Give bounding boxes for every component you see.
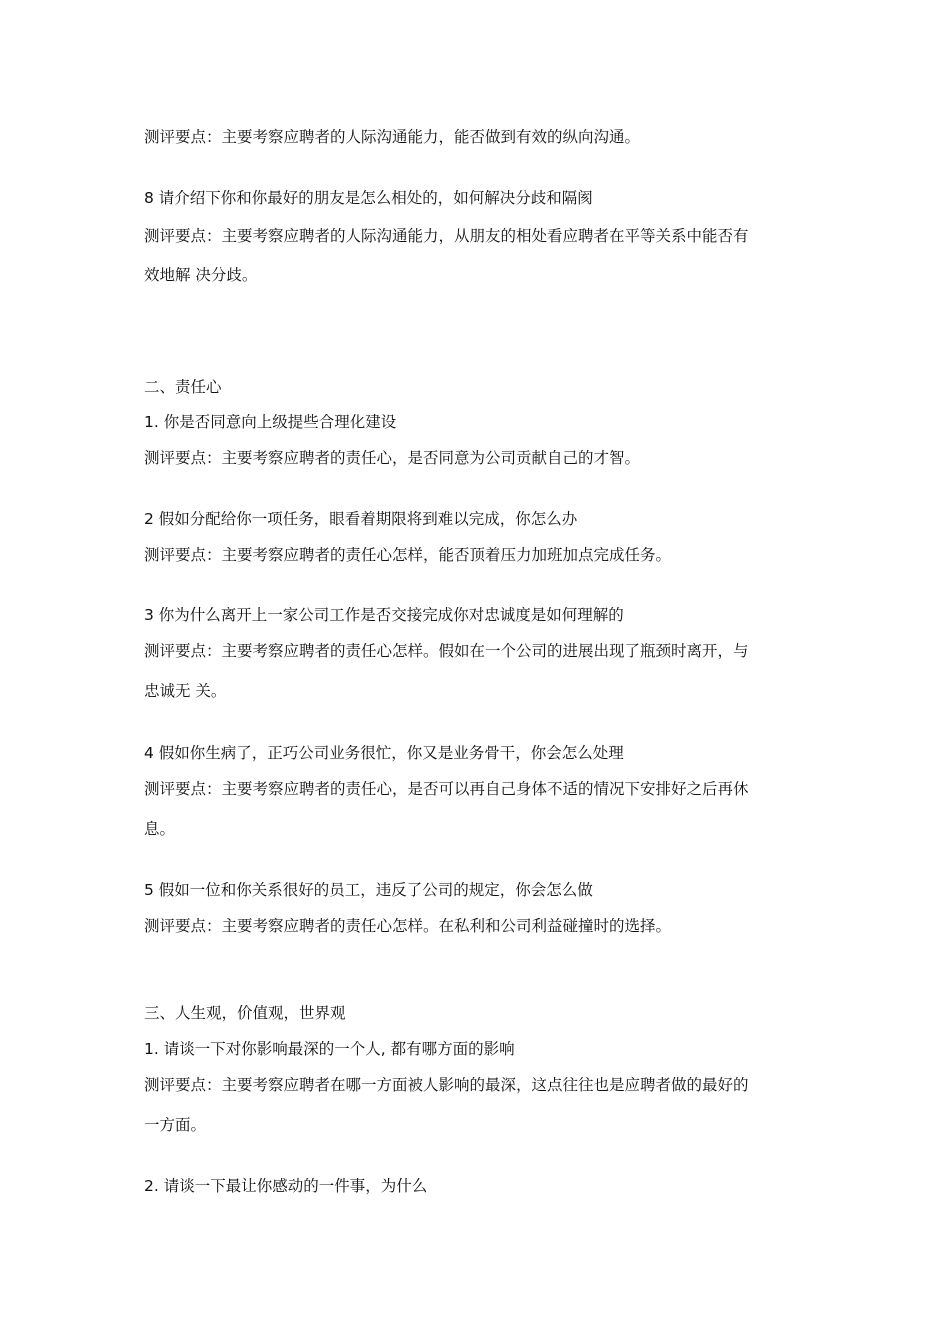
evaluation-point-continuation: 一方面。 bbox=[144, 1116, 207, 1134]
evaluation-point: 测评要点：主要考察应聘者的人际沟通能力，能否做到有效的纵向沟通。 bbox=[144, 128, 641, 146]
question-item: 4 假如你生病了，正巧公司业务很忙，你又是业务骨干，你会怎么处理 bbox=[144, 744, 624, 762]
section-heading: 三、人生观，价值观，世界观 bbox=[144, 1004, 346, 1022]
question-item: 8 请介绍下你和你最好的朋友是怎么相处的，如何解决分歧和隔阂 bbox=[144, 189, 593, 207]
question-item: 2 假如分配给你一项任务，眼看着期限将到难以完成，你怎么办 bbox=[144, 510, 578, 528]
question-item: 1. 你是否同意向上级提些合理化建设 bbox=[144, 413, 397, 431]
question-item: 2. 请谈一下最让你感动的一件事，为什么 bbox=[144, 1177, 428, 1195]
question-item: 5 假如一位和你关系很好的员工，违反了公司的规定，你会怎么做 bbox=[144, 881, 593, 899]
evaluation-point-continuation: 效地解 决分歧。 bbox=[144, 266, 258, 284]
question-item: 3 你为什么离开上一家公司工作是否交接完成你对忠诚度是如何理解的 bbox=[144, 606, 624, 624]
evaluation-point-continuation: 忠诚无 关。 bbox=[144, 682, 227, 700]
evaluation-point: 测评要点：主要考察应聘者的责任心怎样。在私利和公司利益碰撞时的选择。 bbox=[144, 917, 672, 935]
evaluation-point: 测评要点：主要考察应聘者的责任心，是否可以再自己身体不适的情况下安排好之后再休 bbox=[144, 780, 749, 798]
evaluation-point: 测评要点：主要考察应聘者的责任心怎样。假如在一个公司的进展出现了瓶颈时离开，与 bbox=[144, 642, 749, 660]
evaluation-point-continuation: 息。 bbox=[144, 820, 176, 838]
evaluation-point: 测评要点：主要考察应聘者的人际沟通能力，从朋友的相处看应聘者在平等关系中能否有 bbox=[144, 227, 749, 245]
evaluation-point: 测评要点：主要考察应聘者的责任心怎样，能否顶着压力加班加点完成任务。 bbox=[144, 546, 672, 564]
section-heading: 二、责任心 bbox=[144, 378, 222, 396]
evaluation-point: 测评要点：主要考察应聘者的责任心，是否同意为公司贡献自己的才智。 bbox=[144, 449, 641, 467]
question-item: 1. 请谈一下对你影响最深的一个人, 都有哪方面的影响 bbox=[144, 1040, 515, 1058]
evaluation-point: 测评要点：主要考察应聘者在哪一方面被人影响的最深，这点往往也是应聘者做的最好的 bbox=[144, 1076, 749, 1094]
